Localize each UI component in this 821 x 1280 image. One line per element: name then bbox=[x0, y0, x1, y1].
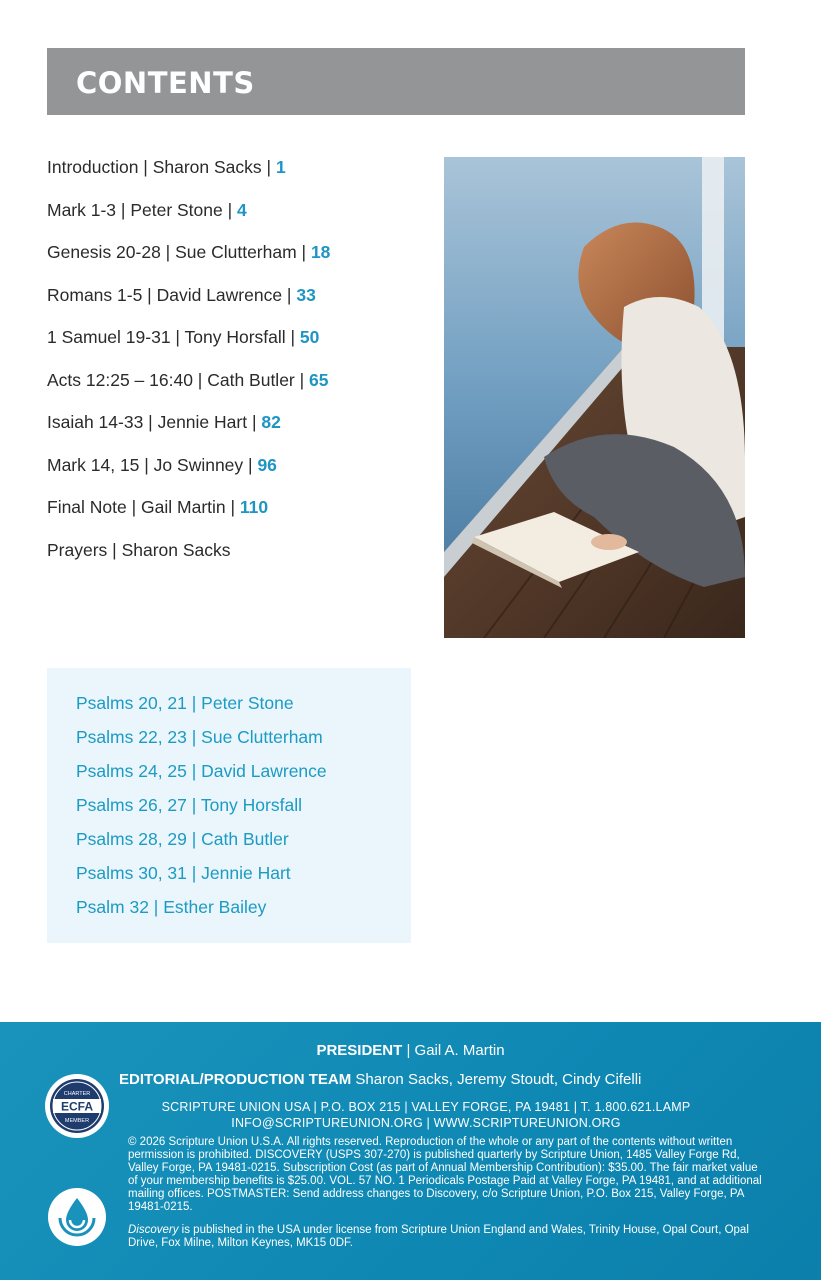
toc-entry[interactable] bbox=[47, 496, 427, 539]
toc-entry-label: Mark 14, 15 | Jo Swinney | bbox=[47, 454, 258, 475]
psalms-list bbox=[76, 692, 327, 930]
editorial-line bbox=[119, 1071, 641, 1088]
president-line bbox=[0, 1042, 821, 1059]
license-title: Discovery bbox=[128, 1224, 179, 1236]
toc-entry[interactable] bbox=[47, 454, 427, 497]
toc-entry[interactable] bbox=[47, 156, 427, 199]
toc-page-number: 18 bbox=[310, 242, 331, 262]
toc-page-number: 82 bbox=[261, 412, 281, 432]
page-title: CONTENTS bbox=[76, 66, 255, 100]
toc-entry[interactable] bbox=[47, 241, 427, 284]
toc-entry[interactable] bbox=[47, 199, 427, 242]
contact-line[interactable]: INFO@SCRIPTUREUNION.ORG | WWW.SCRIPTUREUNION.ORG bbox=[231, 1116, 621, 1130]
license-notice bbox=[128, 1224, 768, 1250]
toc-page-number: 1 bbox=[275, 157, 286, 177]
toc-entry[interactable] bbox=[47, 539, 427, 582]
toc-page-number: 50 bbox=[299, 327, 320, 347]
psalms-box bbox=[47, 668, 411, 943]
ecfa-main-text: ECFA bbox=[60, 1099, 94, 1114]
contact-address bbox=[126, 1099, 726, 1131]
address-line: SCRIPTURE UNION USA | P.O. BOX 215 | VALLEY FORGE, PA 19481 | T. 1.800.621.LAMP bbox=[161, 1100, 691, 1114]
toc-page-number: 65 bbox=[309, 369, 329, 390]
legal-notice: © 2026 Scripture Union U.S.A. All rights reserved. Reproduction of the whole or any part of the contents without written permission is prohibited. DISCOVERY (USPS 307-270) is published quarterly by Scripture Union, 1485 Valley Forge Rd, Valley Forge, PA 19481-0215. Subscription Cost (as part of Annual Membership Contribution): $35.00. The fair market value of your membership benefits is $25.00. VOL. 57 NO. 1 Periodicals Postage Paid at Valley Forge, PA 19481, and at additional mailing offices. POSTMASTER: Send address changes to Discovery, c/o Scripture Union, P.O. Box 215, Valley Forge, PA 19481-0215. bbox=[128, 1136, 762, 1213]
photo-illustration bbox=[444, 157, 745, 638]
toc-entry-label: Introduction | Sharon Sacks | bbox=[47, 157, 276, 177]
ecfa-seal-icon bbox=[44, 1073, 110, 1139]
footer-masthead bbox=[0, 1022, 821, 1280]
ecfa-top-text: CHARTER bbox=[63, 1091, 91, 1097]
woman-reading-photo bbox=[444, 157, 745, 638]
editorial-label: EDITORIAL/PRODUCTION TEAM bbox=[119, 1071, 352, 1088]
toc-entry-label: Isaiah 14-33 | Jennie Hart | bbox=[47, 412, 262, 432]
toc-entry-label: Genesis 20-28 | Sue Clutterham | bbox=[47, 242, 311, 262]
license-text: is published in the USA under license from Scripture Union England and Wales, Trinity House, Opal Court, Opal Drive, Fox Milne, Milton Keynes, MK15 0DF. bbox=[128, 1224, 749, 1249]
toc-entry-label: Prayers | Sharon Sacks bbox=[47, 539, 231, 560]
psalm-entry[interactable]: Psalms 30, 31 | Jennie Hart bbox=[76, 863, 291, 883]
toc-entry-label: Acts 12:25 – 16:40 | Cath Butler | bbox=[47, 369, 310, 390]
editorial-names: Sharon Sacks, Jeremy Stoudt, Cindy Cifelli bbox=[351, 1071, 642, 1088]
toc-entry-label: Romans 1-5 | David Lawrence | bbox=[47, 284, 297, 305]
toc-entry[interactable] bbox=[47, 284, 427, 327]
psalm-entry[interactable]: Psalms 24, 25 | David Lawrence bbox=[76, 761, 327, 781]
psalm-entry[interactable]: Psalms 26, 27 | Tony Horsfall bbox=[76, 795, 302, 815]
ecfa-bottom-text: MEMBER bbox=[64, 1118, 90, 1124]
toc-entry-label: Mark 1-3 | Peter Stone | bbox=[47, 199, 238, 220]
psalm-entry[interactable]: Psalm 32 | Esther Bailey bbox=[76, 897, 267, 917]
toc-entry[interactable] bbox=[47, 326, 427, 369]
toc-entry-label: 1 Samuel 19-31 | Tony Horsfall | bbox=[47, 327, 300, 347]
president-label: PRESIDENT bbox=[316, 1042, 403, 1059]
psalm-entry[interactable]: Psalms 22, 23 | Sue Clutterham bbox=[76, 727, 323, 747]
toc-entry[interactable] bbox=[47, 411, 427, 454]
scripture-union-logo-icon bbox=[48, 1188, 106, 1246]
table-of-contents bbox=[47, 156, 427, 581]
contents-header-bar bbox=[47, 48, 745, 115]
president-name: | Gail A. Martin bbox=[402, 1042, 505, 1059]
toc-page-number: 4 bbox=[237, 199, 247, 220]
toc-entry-label: Final Note | Gail Martin | bbox=[47, 497, 240, 517]
psalm-entry[interactable]: Psalms 28, 29 | Cath Butler bbox=[76, 829, 289, 849]
toc-page-number: 96 bbox=[257, 454, 277, 475]
toc-page-number: 33 bbox=[296, 284, 316, 305]
psalm-entry[interactable]: Psalms 20, 21 | Peter Stone bbox=[76, 693, 294, 713]
toc-page-number: 110 bbox=[239, 497, 269, 517]
toc-entry[interactable] bbox=[47, 369, 427, 412]
